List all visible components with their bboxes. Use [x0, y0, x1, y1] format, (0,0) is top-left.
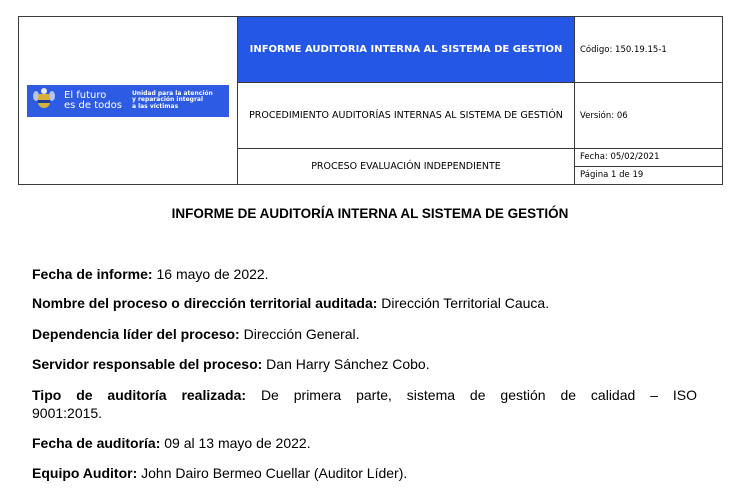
logo-entity-line1: Unidad para la atención — [131, 89, 213, 97]
field-label: Fecha de auditoría: — [32, 435, 161, 451]
field-value: Dirección General. — [239, 326, 360, 342]
field-label: Servidor responsable del proceso: — [32, 356, 263, 372]
logo-slogan-line2: es de todos — [64, 99, 122, 111]
field-label: Fecha de informe: — [32, 266, 153, 282]
logo-cell — [19, 17, 238, 185]
institution-logo — [27, 85, 229, 117]
logo-entity-line2: y reparación integral — [131, 96, 204, 104]
field-label: Dependencia líder del proceso: — [32, 326, 240, 342]
field-label: Equipo Auditor: — [32, 465, 138, 481]
field-value: 9001:2015. — [32, 405, 103, 421]
field-value: De primera parte, sistema de gestión de calidad – ISO — [246, 387, 697, 403]
field-lead-dependency — [32, 325, 697, 343]
field-audit-date — [32, 434, 697, 452]
field-responsible — [32, 355, 697, 373]
header-process: PROCESO EVALUACIÓN INDEPENDIENTE — [238, 149, 575, 185]
logo-slogan-line1: El futuro — [64, 89, 107, 101]
field-value: 16 mayo de 2022. — [152, 266, 269, 282]
field-process-name — [32, 294, 697, 312]
header-procedure: PROCEDIMIENTO AUDITORÍAS INTERNAS AL SISTEMA DE GESTIÓN — [238, 83, 575, 149]
field-label: Nombre del proceso o dirección territorial auditada: — [32, 295, 378, 311]
field-audit-team — [32, 464, 697, 482]
report-title: INFORME DE AUDITORÍA INTERNA AL SISTEMA DE GESTIÓN — [171, 206, 569, 221]
coat-of-arms-icon — [32, 88, 56, 114]
document-code: Código: 150.19.15-1 — [575, 17, 723, 83]
field-label: Tipo de auditoría realizada: — [32, 387, 247, 403]
document-date: Fecha: 05/02/2021 — [575, 149, 723, 166]
logo-slogan — [64, 91, 122, 111]
field-value: 09 al 13 mayo de 2022. — [160, 435, 311, 451]
field-value: Dirección Territorial Cauca. — [377, 295, 550, 311]
logo-entity-line3: a las víctimas — [131, 102, 179, 110]
page-number: Página 1 de 19 — [575, 166, 723, 184]
document-header-table — [18, 16, 723, 185]
field-value: Dan Harry Sánchez Cobo. — [262, 356, 430, 372]
field-value: John Dairo Bermeo Cuellar (Auditor Líder). — [137, 465, 408, 481]
field-audit-type-cont — [32, 404, 697, 422]
field-report-date — [32, 265, 697, 283]
document-version: Versión: 06 — [575, 83, 723, 149]
header-title: INFORME AUDITORIA INTERNA AL SISTEMA DE GESTION — [238, 17, 575, 83]
field-audit-type — [32, 386, 697, 404]
logo-entity-name — [132, 91, 213, 111]
